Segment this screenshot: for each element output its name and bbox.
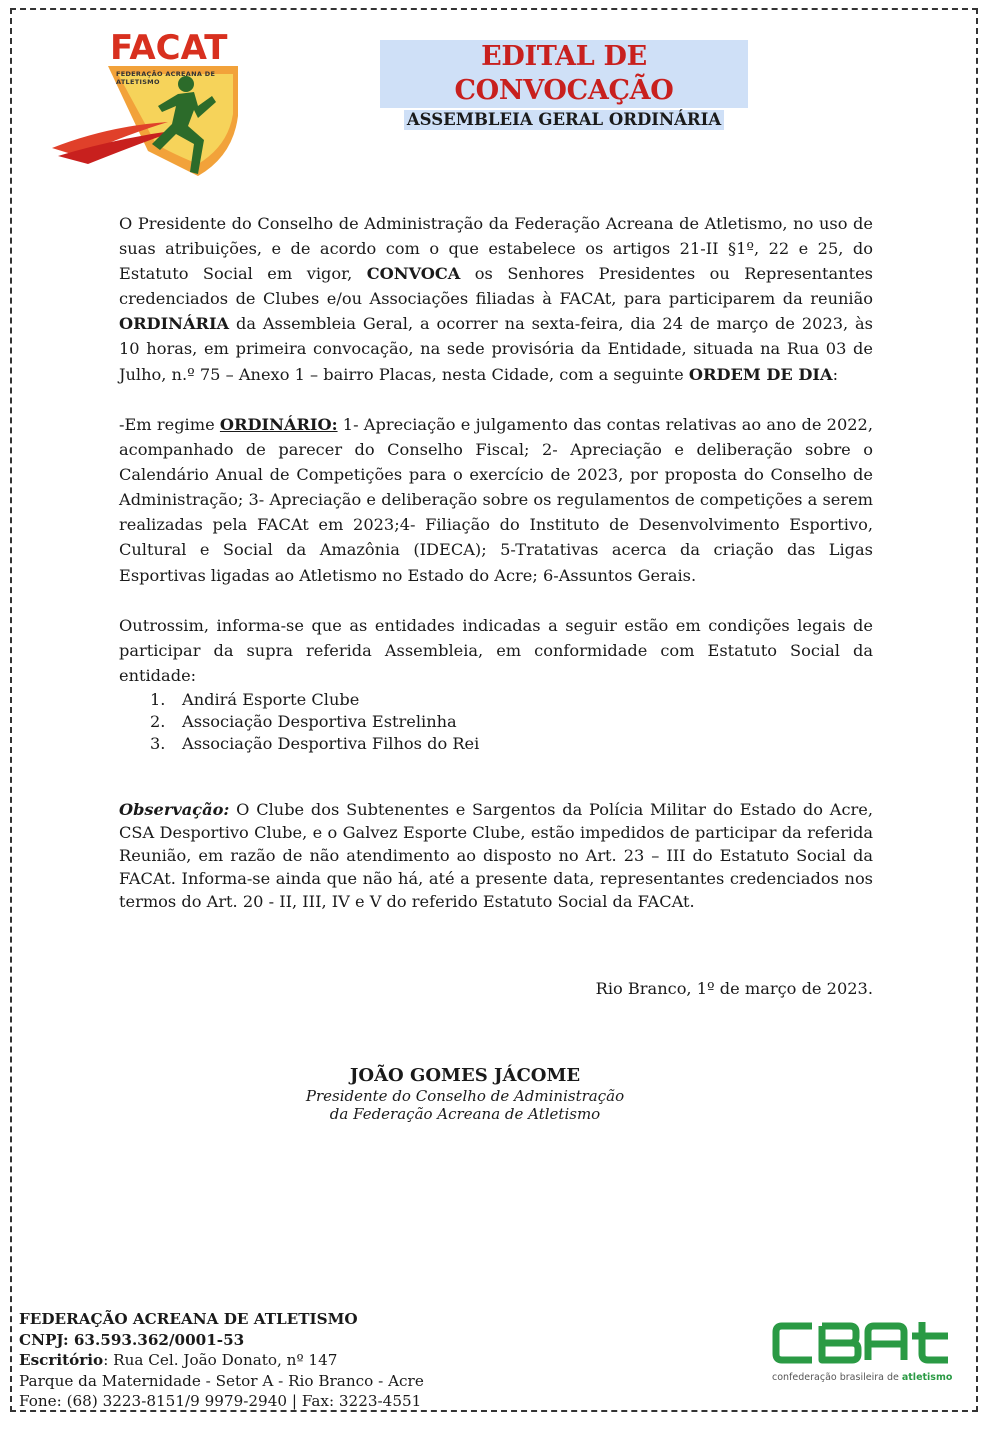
footer-phone: Fone: (68) 3223-8151/9 9979-2940 | Fax: 3223-4551 xyxy=(19,1392,422,1411)
list-number: 1. xyxy=(150,690,166,709)
p2-ordinario: ORDINÁRIO: xyxy=(219,415,338,434)
observation-paragraph xyxy=(119,798,873,913)
list-item xyxy=(150,689,479,711)
p2-text-a: -Em regime xyxy=(119,415,220,434)
observation-label: Observação: xyxy=(119,800,230,819)
agenda-paragraph xyxy=(119,412,873,588)
cbat-tagline xyxy=(772,1372,954,1383)
footer-office-value: : Rua Cel. João Donato, nº 147 xyxy=(103,1351,338,1370)
p1-ordinaria: ORDINÁRIA xyxy=(119,314,230,334)
cbat-wordmark-icon xyxy=(772,1320,954,1370)
list-number: 3. xyxy=(150,734,166,753)
cbat-logo xyxy=(772,1320,954,1390)
list-text: Associação Desportiva Estrelinha xyxy=(182,712,457,731)
document-date: Rio Branco, 1º de março de 2023. xyxy=(595,979,873,998)
p1-convoca: CONVOCA xyxy=(366,264,461,284)
observation-text: O Clube dos Subtenentes e Sargentos da Polícia Militar do Estado do Acre, CSA Desportivo Clube, e o Galvez Esporte Clube, estão impedidos de participar da referida Reunião, em razão de não atendimento ao disposto no Art. 23 – III do Estatuto Social da FACAt. Informa-se ainda que não há, até a presente data, representantes credenciados nos termos do Art. 20 - II, III, IV e V do referido Estatuto Social da FACAt. xyxy=(119,800,873,911)
signatory-role-line1: Presidente do Conselho de Administração xyxy=(305,1087,625,1105)
facat-logo-wordmark: FACAT xyxy=(110,28,228,68)
facat-logo xyxy=(48,26,248,186)
list-text: Associação Desportiva Filhos do Rei xyxy=(182,734,480,753)
p1-text-g: : xyxy=(832,364,839,384)
footer-org: FEDERAÇÃO ACREANA DE ATLETISMO xyxy=(19,1310,358,1328)
footer-office xyxy=(19,1350,424,1371)
footer-cnpj: CNPJ: 63.593.362/0001-53 xyxy=(19,1330,245,1349)
cbat-tag-a: confederação xyxy=(772,1372,840,1383)
page-subtitle: ASSEMBLEIA GERAL ORDINÁRIA xyxy=(404,110,724,130)
footer-office-label: Escritório xyxy=(19,1351,104,1370)
eligible-entities-paragraph: Outrossim, informa-se que as entidades indicadas a seguir estão em condições legais de participar da supra referida Assembleia, em conformidade com Estatuto Social da entidade: xyxy=(119,616,873,686)
facat-logo-tagline: FEDERAÇÃO ACREANA DE ATLETISMO xyxy=(116,70,216,86)
footer-address: Parque da Maternidade - Setor A - Rio Branco - Acre xyxy=(19,1371,424,1390)
list-item xyxy=(150,711,479,733)
p1-text-a: O Presidente do Conselho de Administração da Federação Acreana de Atletismo, no uso de suas atribuições, e de acordo com o que estabelece os artigos 21-II §1º, 22 e 25, do Estatuto Social em vigor, xyxy=(119,214,873,284)
p1-text-c: os Senhores Presidentes ou Representantes credenciados de Clubes e/ou Associações filiadas à FACAt, para participarem da reunião xyxy=(119,264,873,309)
signatory-name: JOÃO GOMES JÁCOME xyxy=(349,1065,581,1086)
list-number: 2. xyxy=(150,712,166,731)
p1-ordem-de-dia: ORDEM DE DIA xyxy=(688,364,833,384)
signature-block xyxy=(250,1064,680,1123)
list-item xyxy=(150,733,479,755)
p1-text-e: da Assembleia Geral, a ocorrer na sexta-feira, dia 24 de março de 2023, às 10 horas, em primeira convocação, na sede provisória da Entidade, situada na Rua 03 de Julho, n.º 75 – Anexo 1 – bairro Placas, nesta Cidade, com a seguinte xyxy=(119,314,873,384)
cbat-tag-c: atletismo xyxy=(901,1372,953,1383)
signatory-role-line2: da Federação Acreana de Atletismo xyxy=(329,1105,601,1123)
footer-contact xyxy=(19,1309,424,1412)
list-text: Andirá Esporte Clube xyxy=(182,690,360,709)
eligible-entities-list xyxy=(150,689,479,755)
p2-text-c: 1- Apreciação e julgamento das contas relativas ao ano de 2022, acompanhado de parecer do Conselho Fiscal; 2- Apreciação e deliberação sobre o Calendário Anual de Competições para o exercício de 2023, por proposta do Conselho de Administração; 3- Apreciação e deliberação sobre os regulamentos de competições a serem realizadas pela FACAt em 2023;4- Filiação do Instituto de Desenvolvimento Esportivo, Cultural e Social da Amazônia (IDECA); 5-Tratativas acerca da criação das Ligas Esportivas ligadas ao Atletismo no Estado do Acre; 6-Assuntos Gerais. xyxy=(119,415,874,585)
document-header xyxy=(380,40,748,130)
convocation-paragraph xyxy=(119,211,873,387)
page-title: EDITAL DE CONVOCAÇÃO xyxy=(380,40,748,108)
cbat-tag-b: brasileira de xyxy=(839,1372,902,1383)
